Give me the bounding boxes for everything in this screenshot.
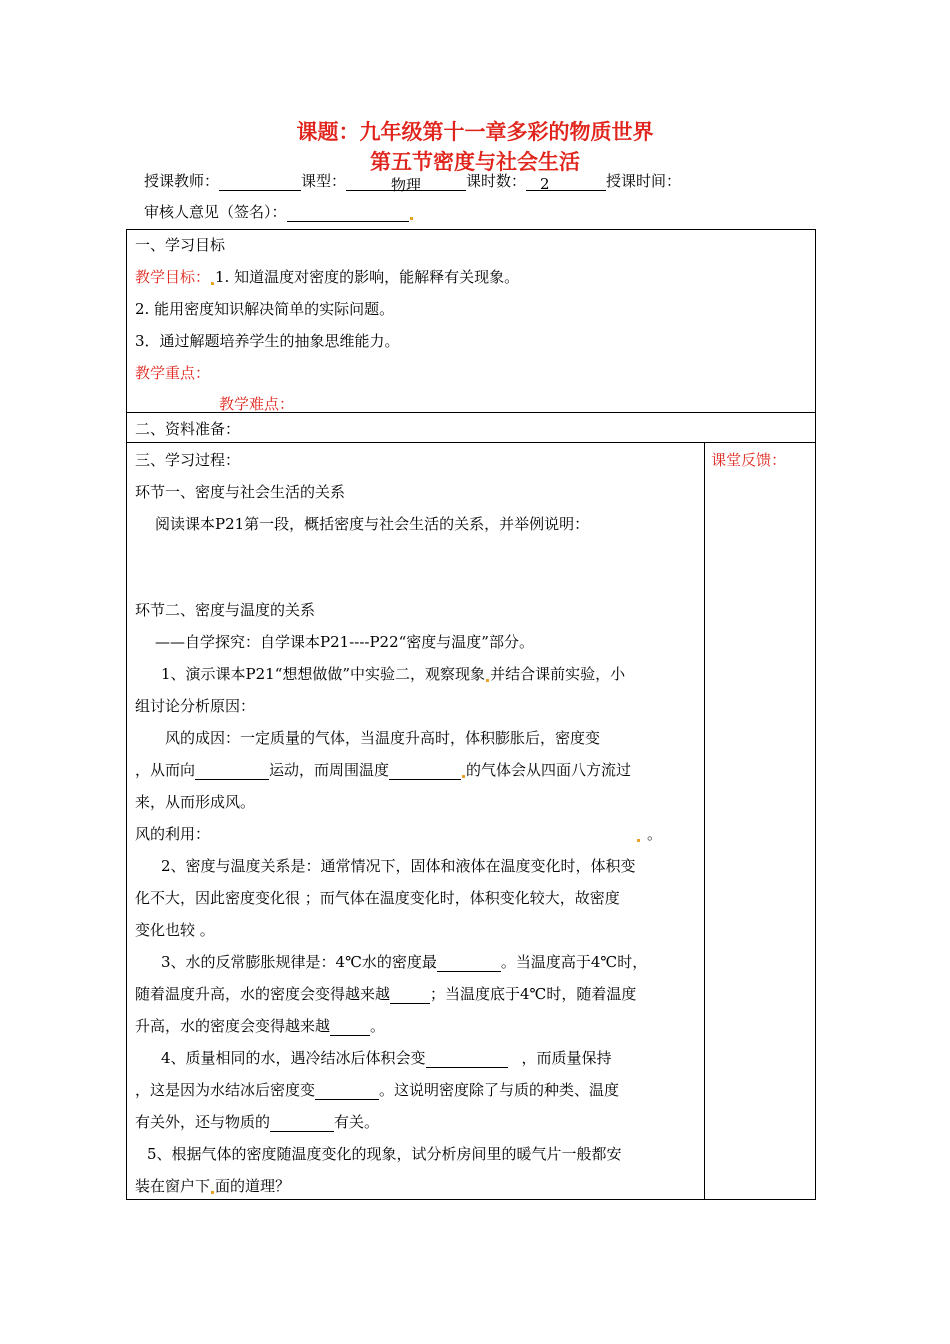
process-heading: 三、学习过程：: [135, 451, 241, 469]
blank-surrounding-temp: [389, 764, 461, 780]
question-5-line-a: 5、根据气体的密度随温度变化的现象，试分析房间里的暖气片一般都安: [147, 1145, 622, 1163]
wind-cause-line-a: 风的成因：一定质量的气体，当温度升高时，体积膨胀后，密度变: [165, 729, 601, 747]
question-5-line-b: [135, 1175, 290, 1196]
q3-text-4: ；当温度底于4℃时，随着温度: [430, 985, 637, 1003]
goal-2: 2. 能用密度知识解决简单的实际问题。: [135, 300, 395, 318]
blank-max-density: [437, 956, 501, 972]
objectives-heading: 一、学习目标: [135, 236, 226, 254]
q3-text-1: 3、水的反常膨胀规律是：4℃水的密度最: [161, 953, 437, 971]
blank-ice-volume: [426, 1052, 508, 1068]
blank-wind-direction: [195, 764, 269, 780]
question-1-line-a: [161, 663, 625, 684]
step1-text-content: 阅读课本P21第一段，概括密度与社会生活的关系，并举例说明：: [155, 515, 590, 533]
goal-1: 1. 知道温度对密度的影响，能解释有关现象。: [215, 268, 520, 286]
question-2-line-c: 变化也较 。: [135, 921, 215, 939]
materials-cell: [127, 413, 816, 443]
blank-above-4c: [390, 988, 430, 1004]
time-label: 授课时间：: [606, 172, 682, 190]
type-label: 课型：: [301, 172, 347, 190]
blank-below-4c: [330, 1020, 370, 1036]
orange-dot-mark: [486, 679, 489, 682]
lesson-info-line: [144, 170, 682, 194]
question-4-line-c: [135, 1111, 379, 1132]
orange-dot-mark: [410, 217, 413, 220]
question-3-line-b: [135, 983, 636, 1004]
q5-text-2: 面的道理？: [215, 1177, 291, 1195]
review-blank: [287, 205, 409, 222]
section-title: 第五节密度与社会生活: [370, 150, 580, 174]
q1-text-a: 1、演示课本P21“想想做做”中实验二，观察现象: [161, 665, 486, 683]
process-cell: [127, 443, 705, 1200]
feedback-cell: [705, 443, 816, 1200]
q3-text-6: 。: [370, 1017, 386, 1035]
goal-3: 3．通过解题培养学生的抽象思维能力。: [135, 332, 400, 350]
wind-text-1: ，从而向: [135, 761, 196, 779]
wind-use-label: 风的利用：: [135, 825, 211, 843]
feedback-label: 课堂反馈：: [711, 451, 787, 469]
wind-use-end: 。: [647, 825, 663, 843]
q1-text-b: 并结合课前实验，小: [490, 665, 626, 683]
step1-title: 环节一、密度与社会生活的关系: [135, 483, 346, 501]
q4-text-6: 有关。: [334, 1113, 380, 1131]
step2-intro: ——自学探究：自学课本P21----P22“密度与温度”部分。: [155, 633, 534, 651]
goal-label: 教学目标：: [135, 268, 211, 286]
blank-state: [270, 1116, 334, 1132]
q3-text-2: 。当温度高于4℃时，: [500, 953, 648, 971]
wind-cause-line-c: 来，从而形成风。: [135, 793, 256, 811]
type-value: 物理: [346, 174, 466, 191]
teacher-blank: [219, 174, 301, 191]
teaching-goal-line: [135, 266, 519, 287]
orange-dot-mark: [637, 839, 640, 842]
orange-dot-mark: [211, 1191, 214, 1194]
question-3-line-a: [161, 951, 647, 972]
teacher-label: 授课教师：: [144, 172, 220, 190]
question-3-line-c: [135, 1015, 385, 1036]
objectives-cell: [127, 230, 816, 413]
step1-text: [155, 513, 589, 534]
question-2-line-b: 化不大，因此密度变化很 ；而气体在温度变化时，体积变化较大，故密度: [135, 889, 620, 907]
review-label: 审核人意见（签名）：: [144, 203, 287, 221]
q4-text-5: 有关外，还与物质的: [135, 1113, 271, 1131]
question-2-line-a: 2、密度与温度关系是：通常情况下，固体和液体在温度变化时，体积变: [161, 857, 636, 875]
q4-text-1: 4、质量相同的水，遇冷结冰后体积会变: [161, 1049, 426, 1067]
lesson-title: 课题：九年级第十一章多彩的物质世界: [296, 120, 654, 144]
blank-ice-density: [315, 1084, 379, 1100]
q4-text-4: 。这说明密度除了与质的种类、温度: [379, 1081, 620, 1099]
lesson-plan-table: [126, 229, 816, 1200]
review-line: [144, 201, 414, 222]
hours-value: 2: [526, 175, 606, 191]
wind-cause-line-b: [135, 759, 631, 780]
question-4-line-b: [135, 1079, 619, 1100]
materials-heading: 二、资料准备：: [135, 420, 241, 438]
hours-label: 课时数：: [466, 172, 527, 190]
orange-dot-mark: [211, 282, 214, 285]
difficulty-label: 教学难点：: [219, 395, 295, 413]
wind-text-2: 运动，而周围温度: [269, 761, 390, 779]
q3-text-5: 升高，水的密度会变得越来越: [135, 1017, 331, 1035]
question-4-line-a: [161, 1047, 612, 1068]
step2-title: 环节二、密度与温度的关系: [135, 601, 316, 619]
q4-text-2: ，而质量保持: [521, 1049, 612, 1067]
question-1-line-c: 组讨论分析原因：: [135, 697, 256, 715]
wind-text-3: 的气体会从四面八方流过: [466, 761, 632, 779]
q4-text-3: ，这是因为水结冰后密度变: [135, 1081, 316, 1099]
orange-dot-mark: [462, 775, 465, 778]
wind-use-line: [135, 823, 662, 844]
key-point-label: 教学重点：: [135, 364, 211, 382]
q5-text-1: 装在窗户下: [135, 1177, 211, 1195]
q3-text-3: 随着温度升高，水的密度会变得越来越: [135, 985, 391, 1003]
